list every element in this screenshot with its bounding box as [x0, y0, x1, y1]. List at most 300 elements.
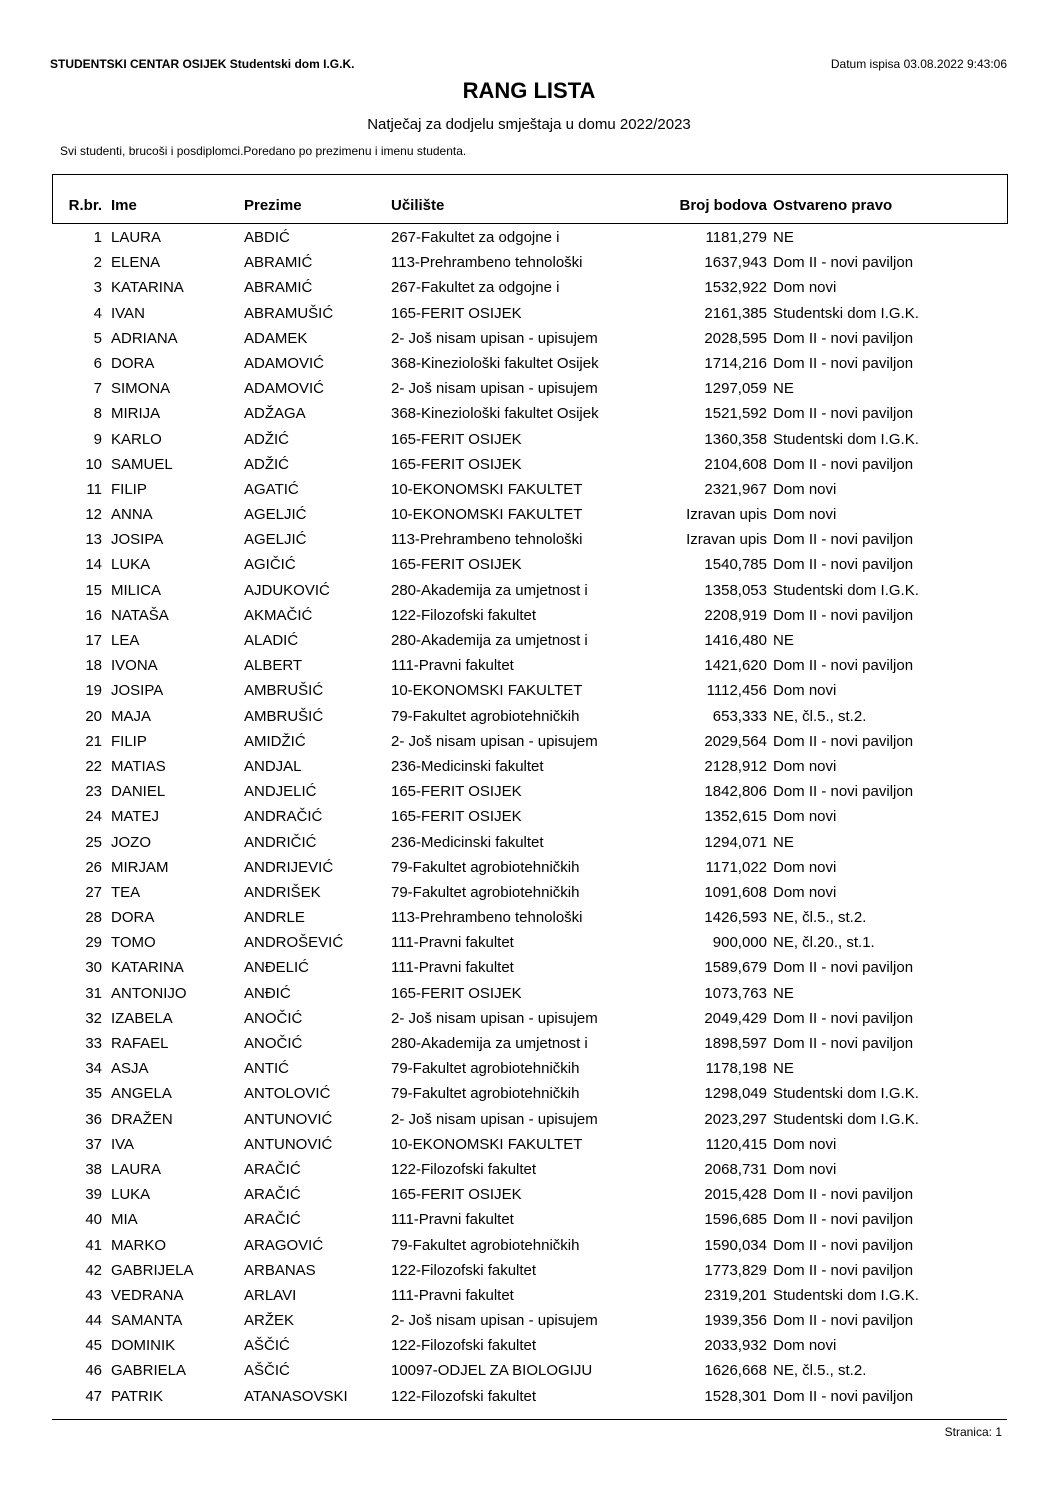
- cell-rbr: 13: [85, 531, 102, 549]
- cell-rbr: 32: [85, 1009, 102, 1027]
- cell-uciliste: 79-Fakultet agrobiotehničkih: [391, 1085, 580, 1103]
- cell-pravo: NE: [773, 984, 794, 1002]
- table-row: [0, 1033, 1058, 1058]
- cell-uciliste: 165-FERIT OSIJEK: [391, 556, 522, 574]
- cell-bodovi: 2028,595: [704, 329, 767, 347]
- cell-rbr: 22: [85, 757, 102, 775]
- cell-rbr: 4: [93, 304, 102, 322]
- cell-ime: GABRIJELA: [111, 1261, 194, 1279]
- cell-prezime: ANTUNOVIĆ: [244, 1110, 333, 1128]
- cell-bodovi: 2068,731: [704, 1160, 767, 1178]
- cell-ime: ANTONIJO: [111, 984, 187, 1002]
- cell-prezime: ABRAMIĆ: [244, 254, 313, 272]
- cell-ime: KATARINA: [111, 959, 184, 977]
- table-row: [0, 227, 1058, 252]
- cell-uciliste: 2- Još nisam upisan - upisujem: [391, 1009, 598, 1027]
- cell-pravo: Dom novi: [773, 883, 837, 901]
- cell-uciliste: 122-Filozofski fakultet: [391, 1337, 537, 1355]
- cell-pravo: NE: [773, 833, 794, 851]
- cell-bodovi: Izravan upis: [686, 531, 767, 549]
- cell-pravo: NE: [773, 229, 794, 246]
- cell-rbr: 27: [85, 883, 102, 901]
- cell-uciliste: 368-Kineziološki fakultet Osijek: [391, 405, 599, 423]
- cell-rbr: 46: [85, 1362, 102, 1380]
- footer-divider: [52, 1419, 1007, 1420]
- cell-rbr: 9: [93, 430, 102, 448]
- cell-pravo: Studentski dom I.G.K.: [773, 1110, 919, 1128]
- cell-rbr: 45: [85, 1337, 102, 1355]
- cell-uciliste: 111-Pravni fakultet: [391, 657, 514, 675]
- table-row: [0, 479, 1058, 504]
- cell-rbr: 33: [85, 1035, 102, 1052]
- cell-uciliste: 2- Još nisam upisan - upisujem: [391, 732, 598, 750]
- cell-prezime: ALADIĆ: [244, 632, 299, 649]
- cell-bodovi: 1773,829: [704, 1261, 767, 1279]
- cell-uciliste: 280-Akademija za umjetnost i: [391, 632, 588, 649]
- cell-pravo: Dom II - novi paviljon: [773, 1387, 914, 1405]
- cell-prezime: ANDJELIĆ: [244, 783, 317, 801]
- cell-pravo: Dom novi: [773, 682, 837, 700]
- cell-pravo: Dom II - novi paviljon: [773, 1186, 914, 1204]
- table-row: [0, 932, 1058, 957]
- table-row: [0, 554, 1058, 579]
- cell-prezime: AJDUKOVIĆ: [244, 581, 330, 599]
- cell-ime: SAMANTA: [111, 1312, 183, 1330]
- cell-prezime: ANDRLE: [244, 909, 305, 927]
- cell-ime: MATEJ: [111, 808, 160, 826]
- cell-uciliste: 79-Fakultet agrobiotehničkih: [391, 883, 580, 901]
- cell-uciliste: 10-EKONOMSKI FAKULTET: [391, 480, 583, 498]
- cell-ime: NATAŠA: [111, 606, 169, 624]
- cell-bodovi: 1626,668: [704, 1362, 767, 1380]
- cell-uciliste: 267-Fakultet za odgojne i: [391, 279, 560, 297]
- cell-rbr: 34: [85, 1060, 102, 1078]
- cell-rbr: 40: [85, 1211, 102, 1229]
- sort-note: Svi studenti, brucoši i posdiplomci.Poredano po prezimenu i imenu studenta.: [60, 144, 467, 158]
- cell-bodovi: 1898,597: [704, 1035, 767, 1052]
- cell-pravo: Dom II - novi paviljon: [773, 254, 914, 272]
- cell-prezime: ANOČIĆ: [244, 1009, 303, 1027]
- table-row: [0, 907, 1058, 932]
- cell-ime: MIRJAM: [111, 858, 169, 876]
- cell-bodovi: 1297,059: [704, 380, 767, 398]
- cell-pravo: NE: [773, 380, 794, 398]
- cell-uciliste: 79-Fakultet agrobiotehničkih: [391, 1060, 580, 1078]
- cell-rbr: 11: [86, 480, 102, 498]
- cell-uciliste: 10-EKONOMSKI FAKULTET: [391, 506, 583, 524]
- table-row: [0, 1008, 1058, 1033]
- organization-name: STUDENTSKI CENTAR OSIJEK Studentski dom I.G.K.: [50, 57, 355, 71]
- cell-ime: RAFAEL: [111, 1035, 169, 1052]
- print-date: Datum ispisa 03.08.2022 9:43:06: [830, 57, 1007, 71]
- cell-uciliste: 111-Pravni fakultet: [391, 1286, 514, 1304]
- cell-prezime: AKMAČIĆ: [244, 606, 313, 624]
- cell-ime: LAURA: [111, 229, 162, 246]
- cell-ime: JOSIPA: [111, 531, 164, 549]
- cell-pravo: NE: [773, 1060, 794, 1078]
- cell-pravo: NE, čl.20., st.1.: [773, 934, 875, 952]
- cell-ime: MIA: [111, 1211, 138, 1229]
- column-header-uciliste: Učilište: [391, 197, 445, 214]
- cell-prezime: ANĐELIĆ: [244, 959, 310, 977]
- header-divider: [52, 223, 1007, 224]
- cell-pravo: Dom II - novi paviljon: [773, 354, 914, 372]
- cell-pravo: Studentski dom I.G.K.: [773, 1085, 919, 1103]
- cell-ime: IVAN: [111, 304, 145, 322]
- cell-uciliste: 10097-ODJEL ZA BIOLOGIJU: [391, 1362, 593, 1380]
- cell-rbr: 23: [85, 783, 102, 801]
- table-row: [0, 580, 1058, 605]
- cell-uciliste: 122-Filozofski fakultet: [391, 1387, 537, 1405]
- cell-prezime: ADAMEK: [244, 329, 308, 347]
- cell-ime: VEDRANA: [111, 1286, 184, 1304]
- cell-ime: IZABELA: [111, 1009, 173, 1027]
- cell-uciliste: 113-Prehrambeno tehnološki: [391, 531, 583, 549]
- cell-prezime: ADŽIĆ: [244, 455, 289, 473]
- page-title: RANG LISTA: [462, 78, 596, 103]
- cell-prezime: ARLAVI: [244, 1286, 297, 1304]
- cell-prezime: AŠČIĆ: [244, 1362, 290, 1380]
- cell-pravo: Dom II - novi paviljon: [773, 1009, 914, 1027]
- cell-prezime: ARAČIĆ: [244, 1186, 301, 1204]
- cell-ime: JOZO: [111, 833, 151, 851]
- cell-bodovi: 2029,564: [704, 732, 767, 750]
- cell-pravo: Dom II - novi paviljon: [773, 1261, 914, 1279]
- cell-uciliste: 79-Fakultet agrobiotehničkih: [391, 1236, 580, 1254]
- cell-bodovi: 1352,615: [704, 808, 767, 826]
- cell-rbr: 15: [85, 581, 102, 599]
- cell-pravo: Studentski dom I.G.K.: [773, 581, 919, 599]
- cell-rbr: 37: [85, 1135, 102, 1153]
- cell-uciliste: 165-FERIT OSIJEK: [391, 1186, 522, 1204]
- cell-rbr: 19: [85, 682, 102, 700]
- cell-uciliste: 236-Medicinski fakultet: [391, 833, 544, 851]
- cell-uciliste: 111-Pravni fakultet: [391, 959, 514, 977]
- cell-prezime: ABRAMUŠIĆ: [244, 304, 334, 322]
- cell-pravo: Dom II - novi paviljon: [773, 783, 914, 801]
- cell-prezime: ANOČIĆ: [244, 1035, 303, 1052]
- cell-pravo: Dom II - novi paviljon: [773, 657, 914, 675]
- table-row: [0, 630, 1058, 655]
- cell-pravo: Dom II - novi paviljon: [773, 606, 914, 624]
- cell-rbr: 26: [85, 858, 102, 876]
- cell-prezime: ANDRAČIĆ: [244, 808, 323, 826]
- cell-uciliste: 2- Još nisam upisan - upisujem: [391, 329, 598, 347]
- cell-uciliste: 2- Još nisam upisan - upisujem: [391, 1312, 598, 1330]
- cell-rbr: 1: [93, 229, 102, 246]
- cell-pravo: Dom novi: [773, 858, 837, 876]
- table-row: [0, 1184, 1058, 1209]
- column-header-rbr: R.br.: [68, 197, 102, 214]
- cell-rbr: 25: [85, 833, 102, 851]
- cell-rbr: 44: [85, 1312, 102, 1330]
- cell-pravo: NE, čl.5., st.2.: [773, 707, 867, 725]
- cell-prezime: AMBRUŠIĆ: [244, 707, 324, 725]
- cell-rbr: 35: [85, 1085, 102, 1103]
- cell-pravo: Dom II - novi paviljon: [773, 732, 914, 750]
- cell-ime: PATRIK: [111, 1387, 163, 1405]
- cell-uciliste: 280-Akademija za umjetnost i: [391, 1035, 588, 1052]
- cell-prezime: AMIDŽIĆ: [244, 732, 306, 750]
- cell-pravo: Dom novi: [773, 279, 837, 297]
- cell-pravo: Studentski dom I.G.K.: [773, 304, 919, 322]
- cell-bodovi: 653,333: [712, 707, 767, 725]
- cell-pravo: Dom II - novi paviljon: [773, 1211, 914, 1229]
- cell-prezime: AGELJIĆ: [244, 506, 307, 524]
- table-header: [0, 197, 1058, 217]
- cell-pravo: Dom novi: [773, 808, 837, 826]
- cell-uciliste: 165-FERIT OSIJEK: [391, 304, 522, 322]
- cell-ime: IVA: [111, 1135, 135, 1153]
- cell-bodovi: 1521,592: [704, 405, 767, 423]
- cell-ime: DANIEL: [111, 783, 166, 801]
- cell-uciliste: 165-FERIT OSIJEK: [391, 455, 522, 473]
- table-row: [0, 983, 1058, 1008]
- cell-ime: MIRIJA: [111, 405, 161, 423]
- cell-ime: TOMO: [111, 934, 156, 952]
- cell-uciliste: 122-Filozofski fakultet: [391, 1261, 537, 1279]
- cell-bodovi: 2208,919: [704, 606, 767, 624]
- table-row: [0, 781, 1058, 806]
- cell-bodovi: 900,000: [712, 934, 767, 952]
- cell-bodovi: 1637,943: [704, 254, 767, 272]
- cell-pravo: Dom II - novi paviljon: [773, 556, 914, 574]
- cell-pravo: NE, čl.5., st.2.: [773, 909, 867, 927]
- table-row: [0, 605, 1058, 630]
- cell-rbr: 8: [93, 405, 102, 423]
- cell-ime: MAJA: [111, 707, 152, 725]
- cell-ime: MILICA: [111, 581, 162, 599]
- cell-uciliste: 122-Filozofski fakultet: [391, 606, 537, 624]
- cell-rbr: 38: [85, 1160, 102, 1178]
- column-header-prezime: Prezime: [244, 197, 302, 214]
- cell-uciliste: 122-Filozofski fakultet: [391, 1160, 537, 1178]
- cell-prezime: ARAGOVIĆ: [244, 1236, 324, 1254]
- table-row: [0, 957, 1058, 982]
- table-row: [0, 731, 1058, 756]
- cell-rbr: 24: [85, 808, 102, 826]
- cell-prezime: ARAČIĆ: [244, 1160, 301, 1178]
- table-row: [0, 680, 1058, 705]
- cell-rbr: 20: [85, 707, 102, 725]
- cell-uciliste: 10-EKONOMSKI FAKULTET: [391, 1135, 583, 1153]
- cell-prezime: ADAMOVIĆ: [244, 380, 325, 398]
- cell-rbr: 30: [85, 959, 102, 977]
- cell-rbr: 21: [85, 732, 102, 750]
- column-header-bodovi: Broj bodova: [679, 197, 767, 214]
- cell-uciliste: 2- Još nisam upisan - upisujem: [391, 1110, 598, 1128]
- table-row: [0, 756, 1058, 781]
- table-row: [0, 1285, 1058, 1310]
- cell-rbr: 29: [85, 934, 102, 952]
- cell-bodovi: 2023,297: [704, 1110, 767, 1128]
- cell-uciliste: 280-Akademija za umjetnost i: [391, 581, 588, 599]
- table-row: [0, 529, 1058, 554]
- cell-prezime: AMBRUŠIĆ: [244, 682, 324, 700]
- cell-ime: LUKA: [111, 1186, 151, 1204]
- cell-bodovi: 1421,620: [704, 657, 767, 675]
- cell-rbr: 31: [85, 984, 102, 1002]
- cell-uciliste: 111-Pravni fakultet: [391, 1211, 514, 1229]
- cell-ime: FILIP: [111, 732, 147, 750]
- cell-prezime: ADŽAGA: [244, 405, 306, 423]
- table-row: [0, 882, 1058, 907]
- cell-ime: SAMUEL: [111, 455, 173, 473]
- cell-rbr: 7: [93, 380, 102, 398]
- cell-rbr: 39: [85, 1186, 102, 1204]
- cell-ime: MARKO: [111, 1236, 167, 1254]
- cell-uciliste: 10-EKONOMSKI FAKULTET: [391, 682, 583, 700]
- cell-rbr: 12: [85, 506, 102, 524]
- table-row: [0, 1310, 1058, 1335]
- cell-rbr: 28: [85, 909, 102, 927]
- cell-pravo: Dom II - novi paviljon: [773, 405, 914, 423]
- cell-bodovi: 1532,922: [704, 279, 767, 297]
- cell-bodovi: 2015,428: [704, 1186, 767, 1204]
- table-row: [0, 1235, 1058, 1260]
- table-row: [0, 706, 1058, 731]
- cell-prezime: ANDRIŠEK: [244, 883, 321, 901]
- cell-rbr: 3: [93, 279, 102, 297]
- table-row: [0, 1058, 1058, 1083]
- cell-uciliste: 165-FERIT OSIJEK: [391, 984, 522, 1002]
- cell-bodovi: 1426,593: [704, 909, 767, 927]
- table-row: [0, 806, 1058, 831]
- cell-pravo: Dom novi: [773, 757, 837, 775]
- cell-ime: KARLO: [111, 430, 162, 448]
- cell-prezime: ANTUNOVIĆ: [244, 1135, 333, 1153]
- cell-bodovi: 1178,198: [705, 1060, 767, 1078]
- cell-uciliste: 111-Pravni fakultet: [391, 934, 514, 952]
- cell-ime: MATIAS: [111, 757, 166, 775]
- cell-prezime: ANĐIĆ: [244, 984, 291, 1002]
- cell-pravo: Dom II - novi paviljon: [773, 329, 914, 347]
- table-row: [0, 1260, 1058, 1285]
- cell-bodovi: 2321,967: [704, 480, 767, 498]
- cell-prezime: ANTIĆ: [244, 1060, 289, 1078]
- cell-rbr: 36: [85, 1110, 102, 1128]
- cell-pravo: Dom novi: [773, 480, 837, 498]
- cell-bodovi: 1298,049: [704, 1085, 767, 1103]
- cell-prezime: ARAČIĆ: [244, 1211, 301, 1229]
- cell-prezime: AGIČIĆ: [244, 556, 296, 574]
- table-row: [0, 353, 1058, 378]
- cell-bodovi: 1091,608: [704, 883, 767, 901]
- cell-bodovi: 1589,679: [704, 959, 767, 977]
- cell-pravo: Dom novi: [773, 1160, 837, 1178]
- table-row: [0, 303, 1058, 328]
- cell-prezime: ANDJAL: [244, 757, 302, 775]
- column-header-ime: Ime: [111, 197, 137, 214]
- table-row: [0, 832, 1058, 857]
- cell-ime: ANGELA: [111, 1085, 172, 1103]
- cell-ime: LEA: [111, 632, 140, 649]
- cell-ime: ADRIANA: [111, 329, 178, 347]
- cell-uciliste: 113-Prehrambeno tehnološki: [391, 909, 583, 927]
- cell-ime: DRAŽEN: [111, 1110, 173, 1128]
- cell-rbr: 5: [93, 329, 102, 347]
- cell-pravo: Dom II - novi paviljon: [773, 455, 914, 473]
- table-row: [0, 328, 1058, 353]
- cell-ime: SIMONA: [111, 380, 171, 398]
- cell-bodovi: 1939,356: [704, 1312, 767, 1330]
- cell-bodovi: 1528,301: [704, 1387, 767, 1405]
- cell-bodovi: Izravan upis: [686, 506, 767, 524]
- table-row: [0, 1386, 1058, 1411]
- cell-pravo: Studentski dom I.G.K.: [773, 430, 919, 448]
- cell-bodovi: 1714,216: [704, 354, 767, 372]
- table-row: [0, 429, 1058, 454]
- cell-pravo: Dom II - novi paviljon: [773, 1236, 914, 1254]
- cell-prezime: ANDRIČIĆ: [244, 833, 317, 851]
- cell-ime: DORA: [111, 909, 155, 927]
- cell-rbr: 47: [85, 1387, 102, 1405]
- cell-bodovi: 2049,429: [704, 1009, 767, 1027]
- cell-uciliste: 79-Fakultet agrobiotehničkih: [391, 707, 580, 725]
- table-row: [0, 1335, 1058, 1360]
- cell-bodovi: 1416,480: [704, 632, 767, 649]
- cell-uciliste: 79-Fakultet agrobiotehničkih: [391, 858, 580, 876]
- cell-pravo: NE, čl.5., st.2.: [773, 1362, 867, 1380]
- cell-pravo: Dom novi: [773, 1337, 837, 1355]
- cell-bodovi: 2128,912: [704, 757, 767, 775]
- cell-prezime: ARBANAS: [244, 1261, 316, 1279]
- cell-ime: ELENA: [111, 254, 161, 272]
- cell-prezime: ALBERT: [244, 657, 303, 675]
- page-number: Stranica: 1: [944, 1425, 1002, 1439]
- cell-prezime: ATANASOVSKI: [244, 1387, 348, 1405]
- cell-prezime: ABDIĆ: [244, 229, 290, 246]
- cell-uciliste: 368-Kineziološki fakultet Osijek: [391, 354, 599, 372]
- cell-bodovi: 1590,034: [704, 1236, 767, 1254]
- cell-rbr: 43: [85, 1286, 102, 1304]
- cell-bodovi: 1294,071: [704, 833, 767, 851]
- cell-bodovi: 1120,415: [705, 1135, 767, 1153]
- cell-ime: TEA: [111, 883, 141, 901]
- cell-rbr: 2: [93, 254, 102, 272]
- cell-pravo: Dom II - novi paviljon: [773, 1035, 914, 1052]
- cell-rbr: 6: [93, 354, 102, 372]
- table-row: [0, 1360, 1058, 1385]
- cell-ime: ANNA: [111, 506, 153, 524]
- table-row: [0, 454, 1058, 479]
- table-row: [0, 1209, 1058, 1234]
- cell-bodovi: 1842,806: [704, 783, 767, 801]
- cell-rbr: 16: [85, 606, 102, 624]
- cell-bodovi: 1360,358: [704, 430, 767, 448]
- cell-uciliste: 267-Fakultet za odgojne i: [391, 229, 560, 246]
- table-row: [0, 1159, 1058, 1184]
- cell-ime: LUKA: [111, 556, 151, 574]
- page-subtitle: Natječaj za dodjelu smještaja u domu 2022/2023: [367, 116, 691, 133]
- cell-uciliste: 165-FERIT OSIJEK: [391, 808, 522, 826]
- cell-bodovi: 2104,608: [704, 455, 767, 473]
- cell-prezime: ABRAMIĆ: [244, 279, 313, 297]
- cell-uciliste: 2- Još nisam upisan - upisujem: [391, 380, 598, 398]
- cell-pravo: Dom II - novi paviljon: [773, 959, 914, 977]
- cell-rbr: 41: [85, 1236, 102, 1254]
- cell-ime: FILIP: [111, 480, 147, 498]
- cell-pravo: Dom II - novi paviljon: [773, 531, 914, 549]
- cell-uciliste: 165-FERIT OSIJEK: [391, 430, 522, 448]
- cell-prezime: ANDROŠEVIĆ: [244, 934, 344, 952]
- cell-ime: JOSIPA: [111, 682, 164, 700]
- cell-rbr: 17: [85, 632, 102, 649]
- cell-ime: IVONA: [111, 657, 158, 675]
- cell-bodovi: 1073,763: [704, 984, 767, 1002]
- cell-ime: GABRIELA: [111, 1362, 187, 1380]
- table-row: [0, 403, 1058, 428]
